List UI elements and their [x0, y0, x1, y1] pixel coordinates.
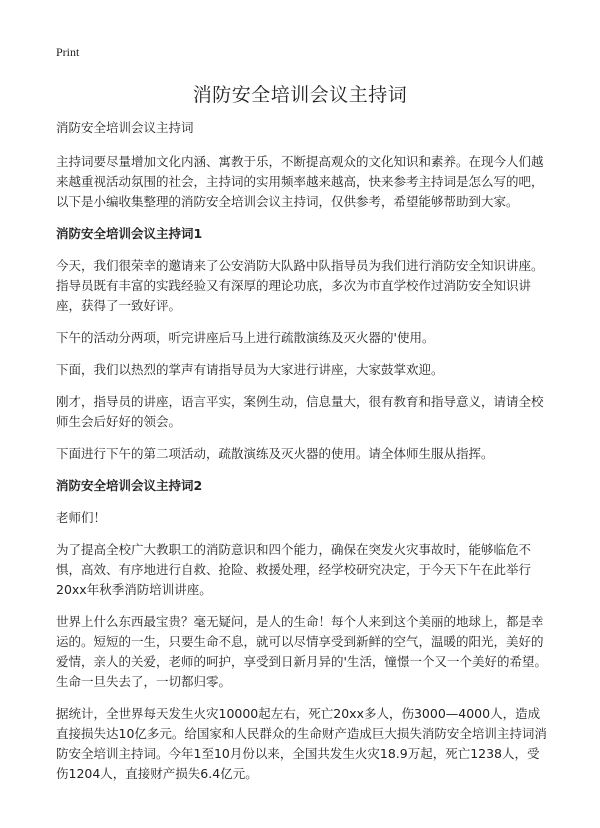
section-2-heading: 消防安全培训会议主持词2: [56, 478, 203, 493]
section-1-paragraph: 下午的活动分两项，听完讲座后马上进行疏散演练及灭火器的'使用。: [56, 330, 435, 345]
section-2-paragraph: 据统计，全世界每天发生火灾10000起左右，死亡20xx多人，伤3000—4000人，造成直接损失达10亿多元。给国家和人民群众的生命财产造成巨大损失消防安全培训主持词消防安全培训主持词。今年1至10月份以来，全国共发生火灾18.9万起，死亡1238人，受伤1204人，直接财产损失6.4亿元。: [56, 706, 547, 781]
section-1-paragraph: 刚才，指导员的讲座，语言平实，案例生动，信息量大，很有教育和指导意义，请请全校师生会后好好的领会。: [56, 394, 544, 429]
document-body: [56, 118, 550, 796]
section-1-heading: 消防安全培训会议主持词1: [56, 226, 203, 241]
section-2-paragraph: 老师们！: [56, 510, 107, 525]
page-title: 消防安全培训会议主持词: [192, 84, 408, 106]
print-link[interactable]: Print: [56, 45, 80, 59]
section-2-paragraph: 世界上什么东西最宝贵？毫无疑问，是人的生命！每个人来到这个美丽的地球上，都是幸运的。短短的一生，只要生命不息，就可以尽情享受到新鲜的空气，温暖的阳光，美好的爱情，亲人的关爱，老师的呵护，享受到日新月异的'生活，憧憬一个又一个美好的希望。生命一旦失去了，一切都归零。: [56, 614, 547, 689]
section-1-paragraph: 下面，我们以热烈的掌声有请指导员为大家进行讲座，大家鼓掌欢迎。: [56, 362, 444, 377]
section-1-paragraph: 今天，我们很荣幸的邀请来了公安消防大队路中队指导员为我们进行消防安全知识讲座。指导员既有丰富的实践经验又有深厚的理论功底，多次为市直学校作过消防安全知识讲座，获得了一致好评。: [56, 258, 544, 313]
intro-paragraph: 主持词要尽量增加文化内涵、寓教于乐，不断提高观众的文化知识和素养。在现今人们越来越重视活动氛围的社会，主持词的实用频率越来越高，快来参考主持词是怎么写的吧，以下是小编收集整理的消防安全培训会议主持词，仅供参考，希望能够帮助到大家。: [56, 154, 544, 209]
section-1-paragraph: 下面进行下午的第二项活动，疏散演练及灭火器的使用。请全体师生服从指挥。: [56, 446, 494, 461]
document-subtitle: 消防安全培训会议主持词: [56, 120, 194, 135]
section-2-paragraph: 为了提高全校广大教职工的消防意识和四个能力，确保在突发火灾事故时，能够临危不惧，高效、有序地进行自救、抢险、救援处理，经学校研究决定，于今天下午在此举行20xx年秋季消防培训讲座。: [56, 542, 532, 597]
